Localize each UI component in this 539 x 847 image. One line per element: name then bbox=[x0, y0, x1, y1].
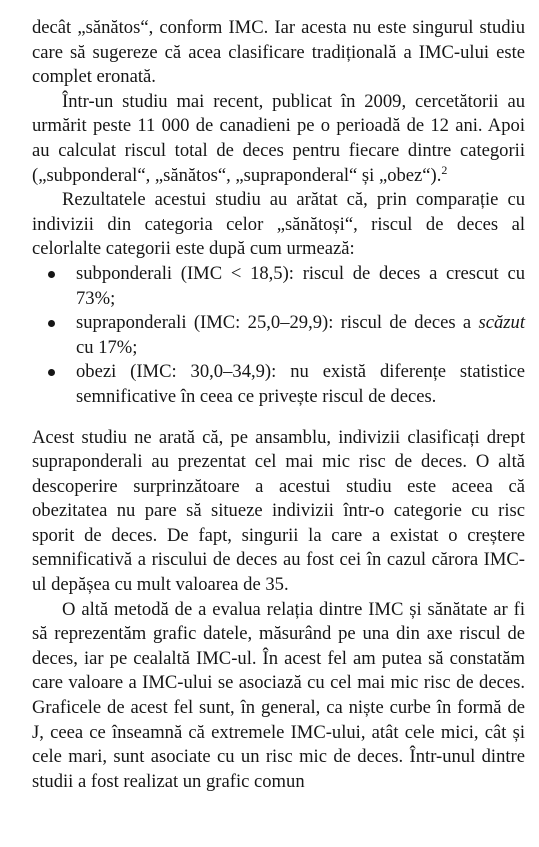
bullet-item-obese bbox=[32, 360, 525, 409]
footnote-marker: 2 bbox=[441, 162, 448, 177]
paragraph-5: O altă metodă de a evalua relația dintre IMC și sănătate ar fi să reprezentăm grafic datele, măsurând pe una din axe riscul de deces, iar pe cealaltă IMC-ul. În acest fel am putea să constatăm care valoare a IMC-ului se asociază cu cel mai mic risc de deces. Graficele de acest fel sunt, în general, ca niște curbe în formă de J, ceea ce înseamnă că extremele IMC-ului, atât cele mici, cât și cele mari, sunt asociate cu un risc mic de deces. Într-unul dintre studii a fost realizat un grafic comun bbox=[32, 598, 525, 792]
bullet-text: obezi (IMC: 30,0–34,9): nu există diferențe statistice semnificative în ceea ce privește riscul de deces. bbox=[76, 361, 525, 407]
section-gap bbox=[32, 410, 525, 426]
bullet-text-italic: scăzut bbox=[478, 312, 525, 334]
bullet-text: subponderali (IMC < 18,5): riscul de deces a crescut cu 73%; bbox=[76, 262, 525, 309]
paragraph-4: Acest studiu ne arată că, pe ansamblu, indivizii clasificați drept supraponderali au prezentat cel mai mic risc de deces. O altă descoperire surprinzătoare a acestui studiu este aceea că obezitatea nu pare să situeze indivizii într-o categorie cu risc sporit de deces. De fapt, singurii la care a existat o creștere semnificativă a riscului de deces au fost cei în cazul cărora IMC-ul depășea cu mult valoarea de 35. bbox=[32, 426, 525, 596]
risk-bullet-list bbox=[32, 262, 525, 410]
paragraph-2 bbox=[32, 90, 525, 188]
bullet-dot-icon bbox=[48, 320, 55, 327]
bullet-item-underweight bbox=[32, 262, 525, 311]
bullet-text-before: supraponderali (IMC: 25,0–29,9): riscul de deces a bbox=[76, 312, 479, 334]
paragraph-1: decât „sănătos“, conform IMC. Iar acesta nu este singurul studiu care să sugereze că acea clasificare tradițională a IMC-ului este complet eronată. bbox=[32, 17, 525, 88]
bullet-dot-icon bbox=[48, 271, 55, 278]
paragraph-3: Rezultatele acestui studiu au arătat că, prin comparație cu indivizii din categoria celor „sănătoși“, riscul de deces al celorlalte categorii este după cum urmează: bbox=[32, 189, 525, 260]
bullet-item-overweight bbox=[32, 311, 525, 360]
bullet-dot-icon bbox=[48, 369, 55, 376]
paragraph-2-text: Într-un studiu mai recent, publicat în 2009, cercetătorii au urmărit peste 11 000 de canadieni pe o perioadă de 12 ani. Apoi au calculat riscul total de deces pentru fiecare dintre categorii („subponderal“, „sănătos“, „supraponderal“ și „obez“). bbox=[32, 90, 525, 186]
bullet-text-after: cu 17%; bbox=[76, 336, 138, 358]
